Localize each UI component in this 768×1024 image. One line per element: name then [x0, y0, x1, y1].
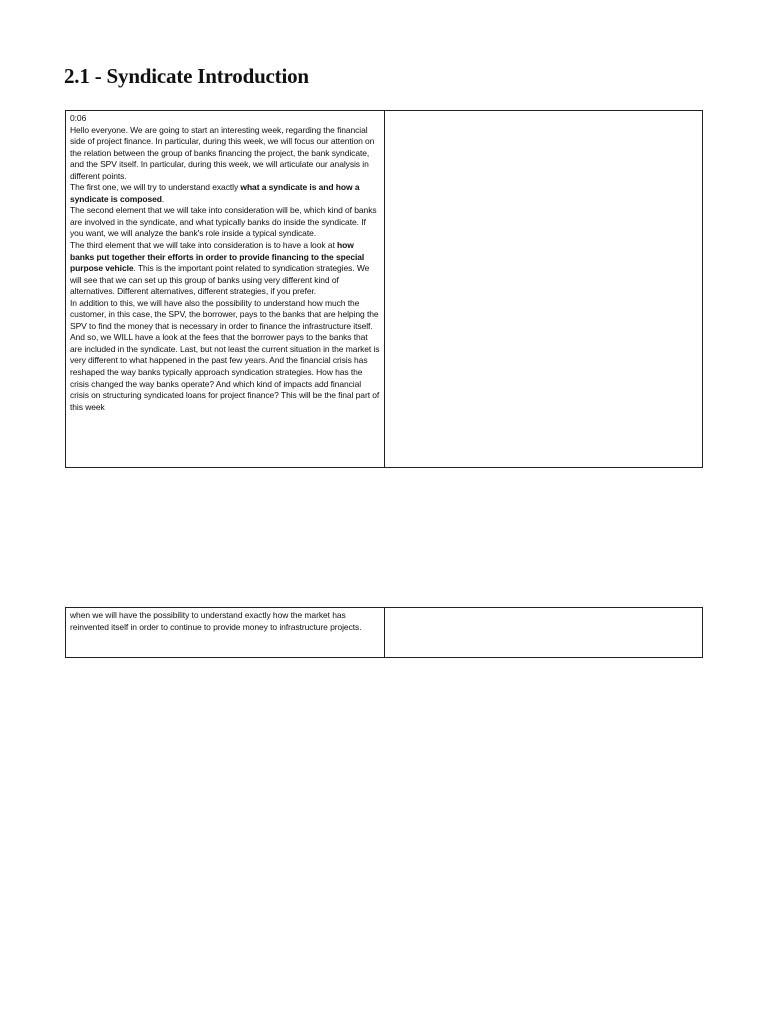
notes-cell [385, 111, 702, 467]
transcript-paragraph [70, 113, 380, 125]
transcript-text-cell [66, 111, 385, 467]
transcript-paragraph [70, 298, 380, 333]
transcript-text: when we will have the possibility to understand exactly how the market has reinvented itself in order to continue to provide money to infrastructure projects. [70, 610, 362, 632]
transcript-text: The third element that we will take into consideration is to have a look at [70, 240, 338, 251]
transcript-paragraph [70, 182, 380, 205]
transcript-table-2 [65, 607, 703, 658]
transcript-text: . This is the important point related to syndication strategies. We will see that we can set up this group of banks using very different kind of alternatives. Different alternatives, different strategies, if you prefer. [70, 263, 370, 297]
transcript-text: And so, we WILL have a look at the fees that the borrower pays to the banks that are included in the syndicate. Last, but not least the current situation in the market is very different to what happened in the past few years. And the financial crisis has reshaped the way banks typically approach syndication strategies. How has the crisis changed the way banks operate? And which kind of impacts add financial crisis on structuring syndicated loans for project finance? This will be the final part of this week [70, 332, 380, 412]
notes-cell [385, 608, 702, 657]
transcript-text: . [161, 193, 165, 204]
page-title: 2.1 - Syndicate Introduction [64, 64, 309, 88]
transcript-emphasis: what a syndicate is and how a syndicate is composed [70, 182, 360, 204]
transcript-text: Hello everyone. We are going to start an interesting week, regarding the financial side of project finance. In particular, during this week, we will focus our attention on the relation between the group of banks financing the project, the bank syndicate, and the SPV itself. In particular, during this week, we will articulate our analysis in different points. [70, 124, 375, 181]
transcript-emphasis: how banks put together their efforts in order to provide financing to the special purpose vehicle [70, 240, 365, 274]
transcript-text: In addition to this, we will have also the possibility to understand how much the customer, in this case, the SPV, the borrower, pays to the banks that are helping the SPV to find the money that is necessary in order to finance the infrastructure itself. [70, 297, 379, 331]
transcript-paragraph [70, 332, 380, 413]
transcript-paragraph [70, 240, 380, 298]
transcript-table-1 [65, 110, 703, 468]
transcript-text-cell [66, 608, 385, 657]
transcript-text: 0:06 [70, 113, 87, 123]
transcript-paragraph [70, 205, 380, 240]
transcript-paragraph [70, 125, 380, 183]
transcript-text: The second element that we will take into consideration will be, which kind of banks are involved in the syndicate, and what typically banks do inside the syndicate. If you want, we will analyze the bank's role inside a typical syndicate. [70, 205, 377, 239]
transcript-text: The first one, we will try to understand exactly [70, 182, 241, 193]
transcript-paragraph [70, 610, 380, 633]
